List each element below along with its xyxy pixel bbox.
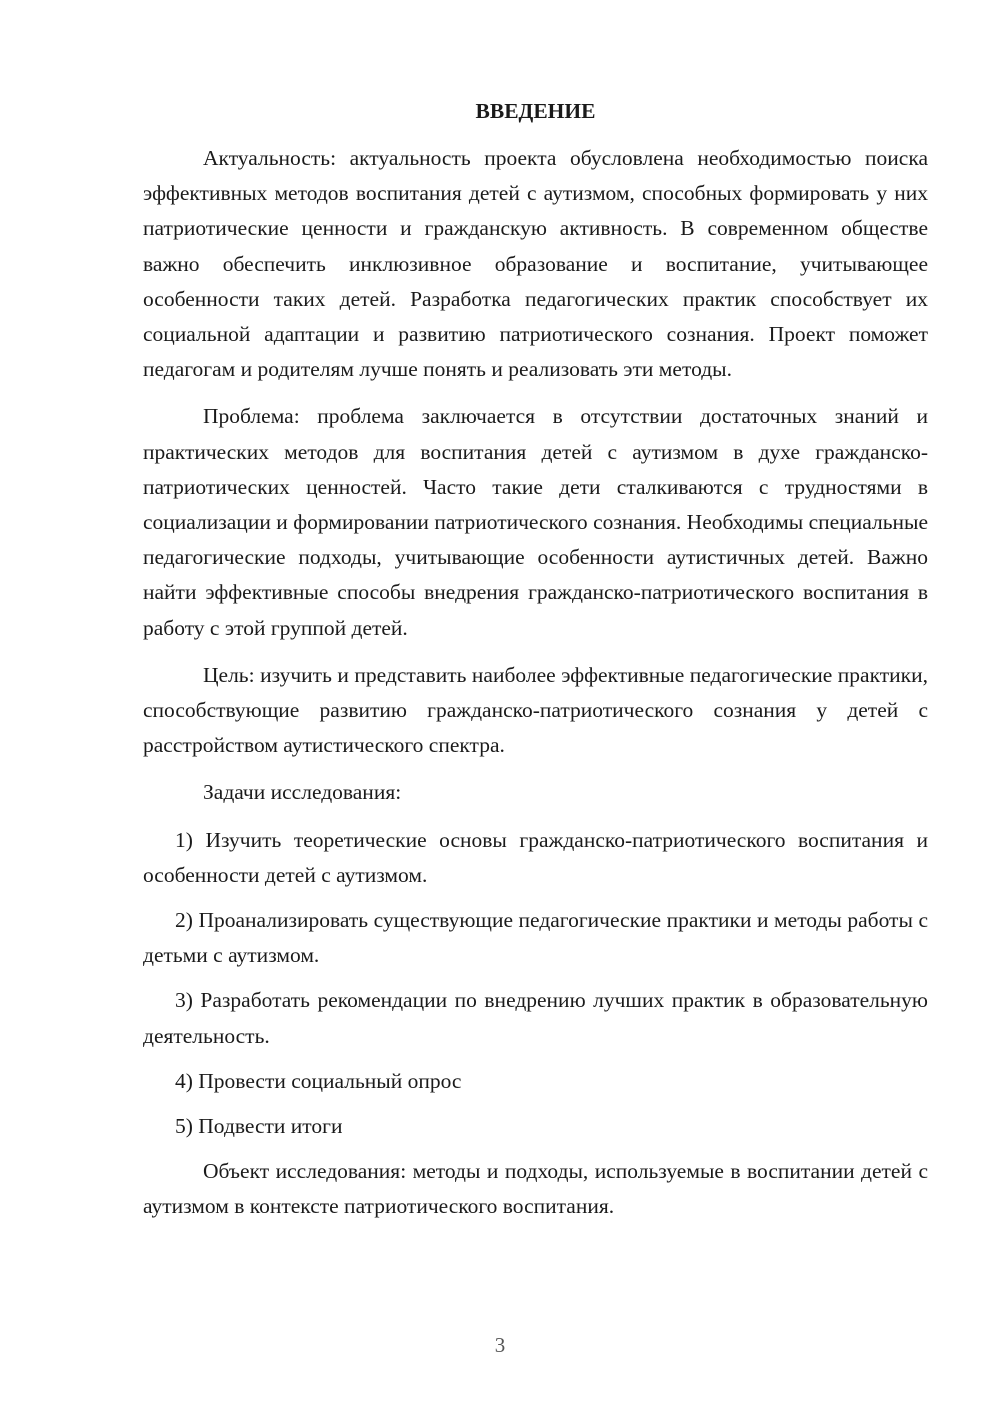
goal-paragraph: Цель: изучить и представить наиболее эффективные педагогические практики, способствующие развитию гражданско-патриотического сознания у детей с расстройством аутистического спектра. — [143, 662, 928, 758]
document-page — [143, 95, 928, 1225]
task-item-4: 4) Провести социальный опрос — [175, 1068, 462, 1093]
section-title: ВВЕДЕНИЕ — [475, 99, 596, 123]
task-item-2: 2) Проанализировать существующие педагогические практики и методы работы с детьми с аутизмом. — [143, 908, 928, 968]
task-item-5: 5) Подвести итоги — [175, 1114, 343, 1139]
task-item-3: 3) Разработать рекомендации по внедрению лучших практик в образовательную деятельность. — [143, 988, 928, 1048]
page-number: 3 — [494, 1333, 506, 1357]
tasks-heading: Задачи исследования: — [203, 780, 402, 805]
relevance-paragraph: Актуальность: актуальность проекта обусловлена необходимостью поиска эффективных методов воспитания детей с аутизмом, способных формировать у них патриотические ценности и гражданскую активность. В современном обществе важно обеспечить инклюзивное образование и воспитание, учитывающее особенности таких детей. Разработка педагогических практик способствует их социальной адаптации и развитию патриотического сознания. Проект поможет педагогам и родителям лучше понять и реализовать эти методы. — [143, 146, 928, 382]
object-paragraph: Объект исследования: методы и подходы, используемые в воспитании детей с аутизмом в контексте патриотического воспитания. — [143, 1159, 928, 1219]
task-item-1: 1) Изучить теоретические основы гражданско-патриотического воспитания и особенности детей с аутизмом. — [143, 827, 928, 887]
problem-paragraph: Проблема: проблема заключается в отсутствии достаточных знаний и практических методов для воспитания детей с аутизмом в духе гражданско-патриотических ценностей. Часто такие дети сталкиваются с трудностями в социализации и формировании патриотического сознания. Необходимы специальные педагогические подходы, учитывающие особенности аутистичных детей. Важно найти эффективные способы внедрения гражданско-патриотического воспитания в работу с этой группой детей. — [143, 404, 928, 640]
